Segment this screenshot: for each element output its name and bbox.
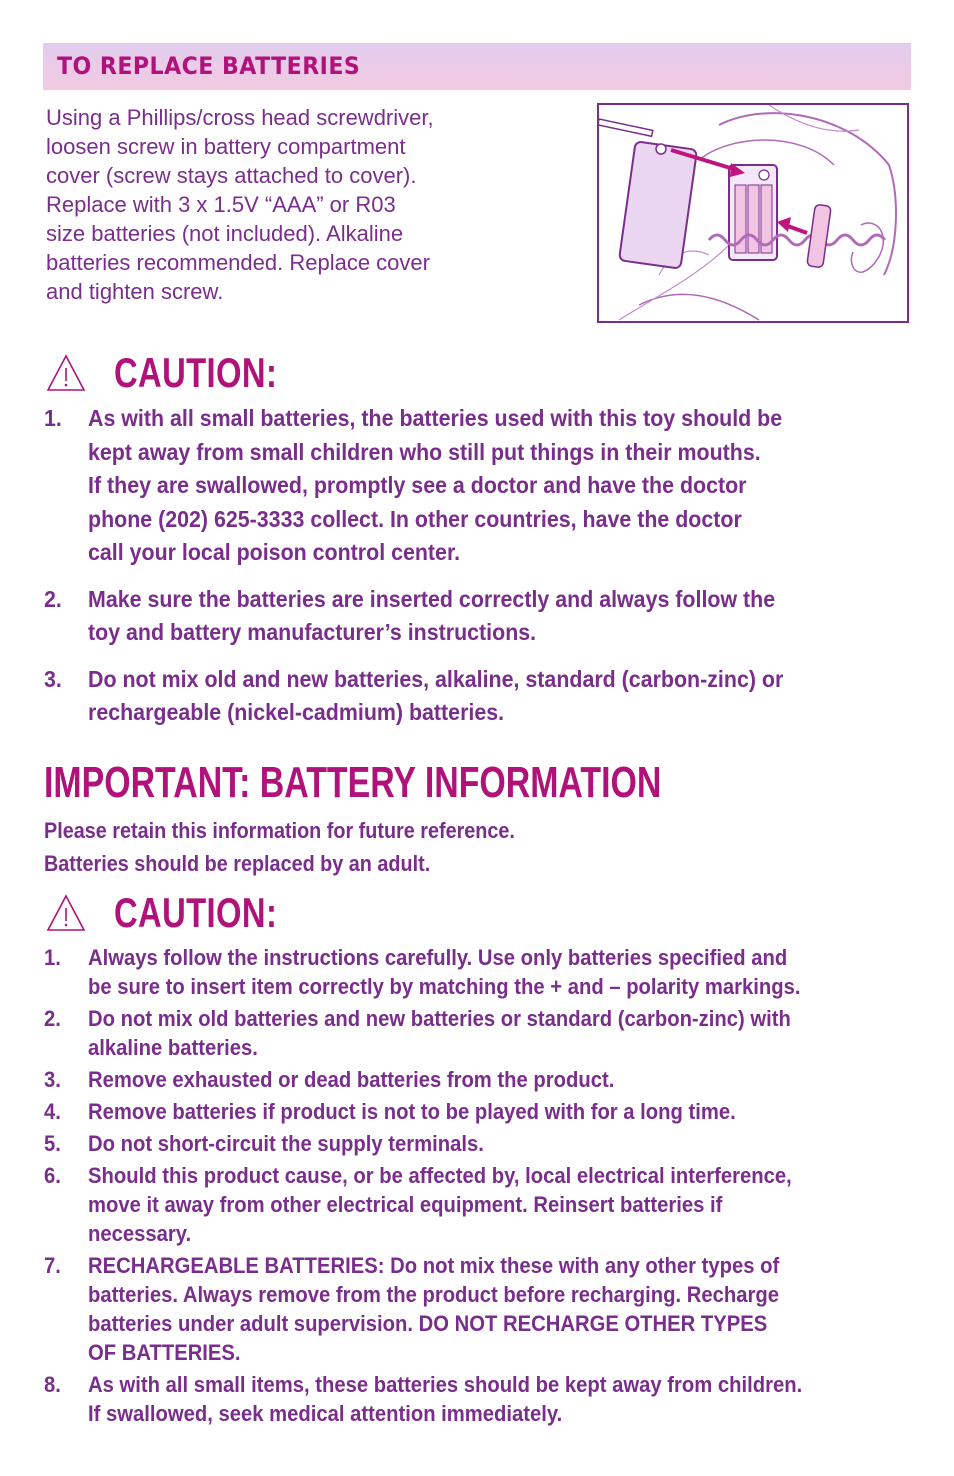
section-title: TO REPLACE BATTERIES xyxy=(57,52,361,80)
list-item: 4. Remove batteries if product is not to be played with for a long time. xyxy=(44,1099,736,1124)
caution-heading-2 xyxy=(46,888,323,938)
replace-instructions: Using a Phillips/cross head screwdriver, loosen screw in battery compartment cover (screw stays attached to cover). Replace with 3 x 1.5V “AAA” or R03 size batteries (not included). Alkaline batteries recommended. Replace cover and tighten screw. xyxy=(46,105,434,304)
retain-notice xyxy=(44,814,515,880)
section-header-band xyxy=(43,43,911,90)
list-item: 2. Make sure the batteries are inserted correctly and always follow the toy and battery manufacturer’s instructions. xyxy=(44,585,776,645)
caution-label: CAUTION: xyxy=(114,889,278,936)
important-heading: IMPORTANT: BATTERY INFORMATION xyxy=(44,758,662,807)
caution-heading-1 xyxy=(46,348,323,398)
warning-triangle-icon xyxy=(46,353,86,393)
caution-list-1 xyxy=(44,402,924,743)
list-item: 6. Should this product cause, or be affected by, local electrical interference, move it away from other electrical equipment. Reinsert batteries if necessary. xyxy=(44,1163,792,1246)
battery-compartment-illustration xyxy=(597,103,909,323)
list-item: 1. As with all small batteries, the batteries used with this toy should be kept away from small children who still put things in their mouths. If they are swallowed, promptly see a doctor and have the doctor phone (202) 625-3333 collect. In other countries, have the doctor call your local poison control center. xyxy=(44,405,783,565)
warning-triangle-icon xyxy=(46,893,86,933)
caution-list-2 xyxy=(44,943,924,1431)
retain-line-1: Please retain this information for future reference. xyxy=(44,818,515,843)
list-item: 1. Always follow the instructions carefully. Use only batteries specified and be sure to insert item correctly by matching the + and – polarity markings. xyxy=(44,945,801,999)
caution-label: CAUTION: xyxy=(114,349,278,396)
list-item: 2. Do not mix old batteries and new batteries or standard (carbon-zinc) with alkaline batteries. xyxy=(44,1006,791,1060)
list-item: 7. RECHARGEABLE BATTERIES: Do not mix these with any other types of batteries. Always remove from the product before recharging. Recharge batteries under adult supervision. DO NOT RECHARGE OTHER TYPES OF BATTERIES. xyxy=(44,1253,780,1365)
retain-line-2: Batteries should be replaced by an adult. xyxy=(44,851,431,876)
list-item: 8. As with all small items, these batteries should be kept away from children. If swallowed, seek medical attention immediately. xyxy=(44,1372,803,1426)
battery-illustration-svg xyxy=(599,105,907,321)
list-item: 5. Do not short-circuit the supply terminals. xyxy=(44,1131,484,1156)
list-item: 3. Remove exhausted or dead batteries from the product. xyxy=(44,1067,615,1092)
list-item: 3. Do not mix old and new batteries, alkaline, standard (carbon-zinc) or rechargeable (nickel-cadmium) batteries. xyxy=(44,665,784,725)
